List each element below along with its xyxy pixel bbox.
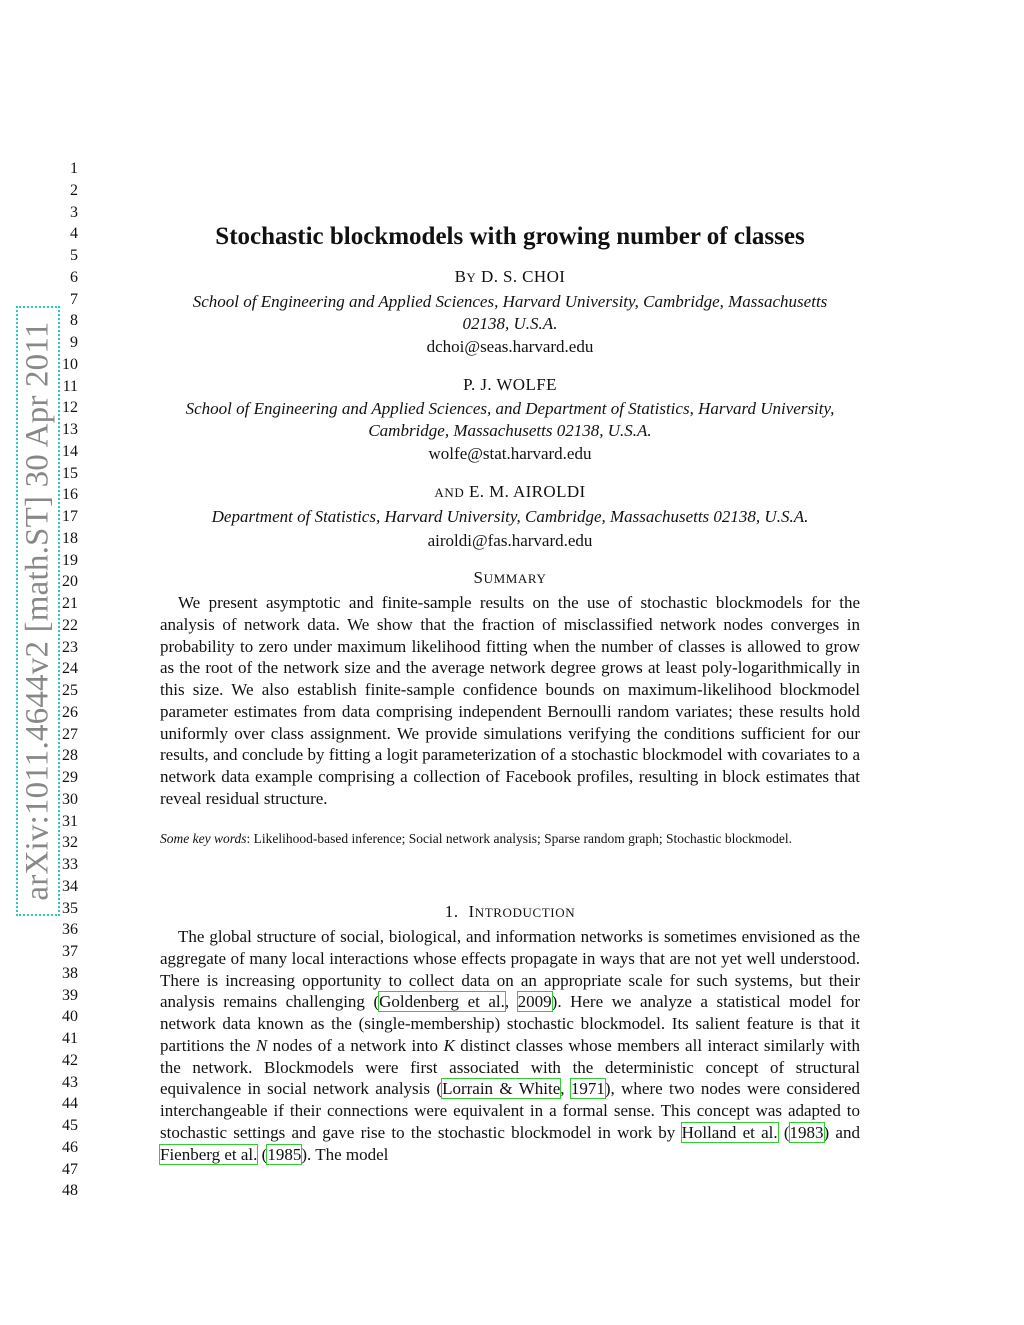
line-number: 33 — [62, 856, 78, 873]
line-number: 34 — [62, 877, 78, 895]
line-number: 29 — [62, 769, 78, 786]
author-affiliation: School of Engineering and Applied Sciences, and Department of Statistics, Harvard University, Cambridge, Massachusetts 02138, U.S.A. — [185, 398, 835, 440]
keywords: Some key words: Likelihood-based inference; Social network analysis; Sparse random graph; Stochastic blockmodel. — [160, 830, 792, 846]
citation-year-link[interactable]: 1983 — [789, 1122, 824, 1142]
line-number: 19 — [62, 551, 78, 569]
line-number: 27 — [62, 725, 78, 743]
summary-heading: SUMMARY — [473, 568, 547, 588]
introduction-paragraph: The global structure of social, biological, and information networks is sometimes envisioned as the aggregate of many local interactions whose effects propagate in ways that are not yet well understood. There is increasing opportunity to collect data on an appropriate scale for such systems, but their analysis remains challenging (Goldenberg et al., 2009). Here we analyze a statistical model for network data known as the (single-membership) stochastic blockmodel. Its salient feature is that it partitions the N nodes of a network into K distinct classes whose members all interact similarly with the network. Blockmodels were first associated with the deterministic concept of structural equivalence in social network analysis (Lorrain & White, 1971), where two nodes were considered interchangeable if their connections were equivalent in a formal sense. This concept was adapted to stochastic settings and gave rise to the stochastic blockmodel in work by Holland et al. (1983) and Fienberg et al. (1985). The model — [160, 927, 861, 1164]
author-email: wolfe@stat.harvard.edu — [428, 444, 592, 464]
line-number: 46 — [62, 1138, 78, 1156]
citation-link[interactable]: Goldenberg et al. — [379, 992, 505, 1012]
line-number: 44 — [62, 1095, 78, 1113]
section-heading-introduction: 1. INTRODUCTION — [444, 902, 576, 922]
line-number: 43 — [62, 1073, 78, 1091]
author-affiliation: School of Engineering and Applied Sciences, Harvard University, Cambridge, Massachusetts 02138, U.S.A. — [192, 291, 828, 333]
line-number: 11 — [62, 377, 78, 395]
line-number: 22 — [62, 616, 78, 634]
line-number: 24 — [62, 660, 78, 678]
line-number: 17 — [62, 508, 78, 525]
math-variable: N — [255, 1035, 268, 1055]
paper-title: Stochastic blockmodels with growing number of classes — [215, 223, 805, 250]
paper-body — [160, 222, 860, 1165]
citation-link[interactable]: Holland et al. — [681, 1122, 778, 1142]
abstract-text: We present asymptotic and finite-sample results on the use of stochastic blockmodels for the analysis of network data. We show that the fraction of misclassified network nodes converges in probability to zero under maximum likelihood fitting when the number of classes is allowed to grow as the root of the network size and the average network degree grows at least poly-logarithmically in this size. We also establish finite-sample confidence bounds on maximum-likelihood blockmodel parameter estimates from data comprising independent Bernoulli random variates; these results hold uniformly over class assignment. We provide simulations verifying the conditions sufficient for our results, and conclude by fitting a logit parameterization of a stochastic blockmodel with covariates to a network data example comprising a collection of Facebook profiles, resulting in block estimates that reveal residual structure. — [160, 593, 860, 808]
line-number: 14 — [62, 442, 78, 460]
line-number: 15 — [62, 464, 78, 482]
line-number: 41 — [62, 1030, 78, 1047]
line-number: 35 — [62, 899, 78, 917]
line-number: 1 — [70, 160, 78, 177]
line-number: 12 — [62, 399, 78, 417]
line-number: 8 — [70, 312, 78, 330]
citation-year-link[interactable]: 1985 — [267, 1144, 302, 1164]
line-number: 6 — [70, 268, 78, 286]
math-variable: K — [443, 1035, 455, 1055]
line-number: 42 — [62, 1051, 78, 1069]
author-name: BY D. S. CHOI — [454, 267, 566, 286]
line-number: 9 — [70, 334, 78, 351]
line-number: 32 — [62, 834, 78, 852]
line-number: 38 — [62, 964, 78, 982]
author-name: AND E. M. AIROLDI — [434, 482, 586, 501]
author-email: airoldi@fas.harvard.edu — [427, 530, 593, 550]
line-number: 10 — [62, 355, 78, 373]
line-number: 25 — [62, 682, 78, 699]
line-number: 2 — [70, 181, 78, 199]
author-name: P. J. WOLFE — [463, 375, 557, 394]
line-number: 7 — [70, 290, 78, 308]
line-number: 21 — [62, 595, 78, 612]
line-number: 20 — [62, 573, 78, 591]
line-number: 5 — [70, 247, 78, 264]
author-email: dchoi@seas.harvard.edu — [426, 337, 594, 357]
line-number: 31 — [62, 812, 78, 830]
line-number: 48 — [62, 1182, 78, 1200]
line-number: 30 — [62, 790, 78, 808]
line-number: 23 — [62, 638, 78, 656]
line-numbers — [40, 158, 78, 1202]
citation-year-link[interactable]: 1971 — [570, 1079, 605, 1099]
citation-link[interactable]: Fienberg et al. — [160, 1144, 258, 1164]
line-number: 37 — [62, 943, 78, 960]
line-number: 26 — [62, 703, 78, 721]
citation-year-link[interactable]: 2009 — [517, 992, 552, 1012]
line-number: 36 — [62, 921, 78, 939]
line-number: 16 — [62, 486, 78, 504]
line-number: 40 — [62, 1008, 78, 1026]
line-number: 13 — [62, 421, 78, 438]
line-number: 47 — [62, 1160, 78, 1178]
author-block-2 — [160, 374, 860, 465]
line-number: 4 — [70, 225, 78, 243]
author-affiliation: Department of Statistics, Harvard University, Cambridge, Massachusetts 02138, U.S.A. — [211, 506, 809, 526]
line-number: 28 — [62, 747, 78, 765]
author-block-1 — [160, 266, 860, 358]
author-block-3 — [160, 481, 860, 551]
line-number: 45 — [62, 1117, 78, 1134]
line-number: 18 — [62, 529, 78, 547]
line-number: 39 — [62, 986, 78, 1004]
line-number: 3 — [70, 203, 78, 221]
citation-link[interactable]: Lorrain & White — [442, 1079, 561, 1099]
arxiv-identifier: arXiv:1011.4644v2 [math.ST] 30 Apr 2011 — [19, 321, 56, 901]
